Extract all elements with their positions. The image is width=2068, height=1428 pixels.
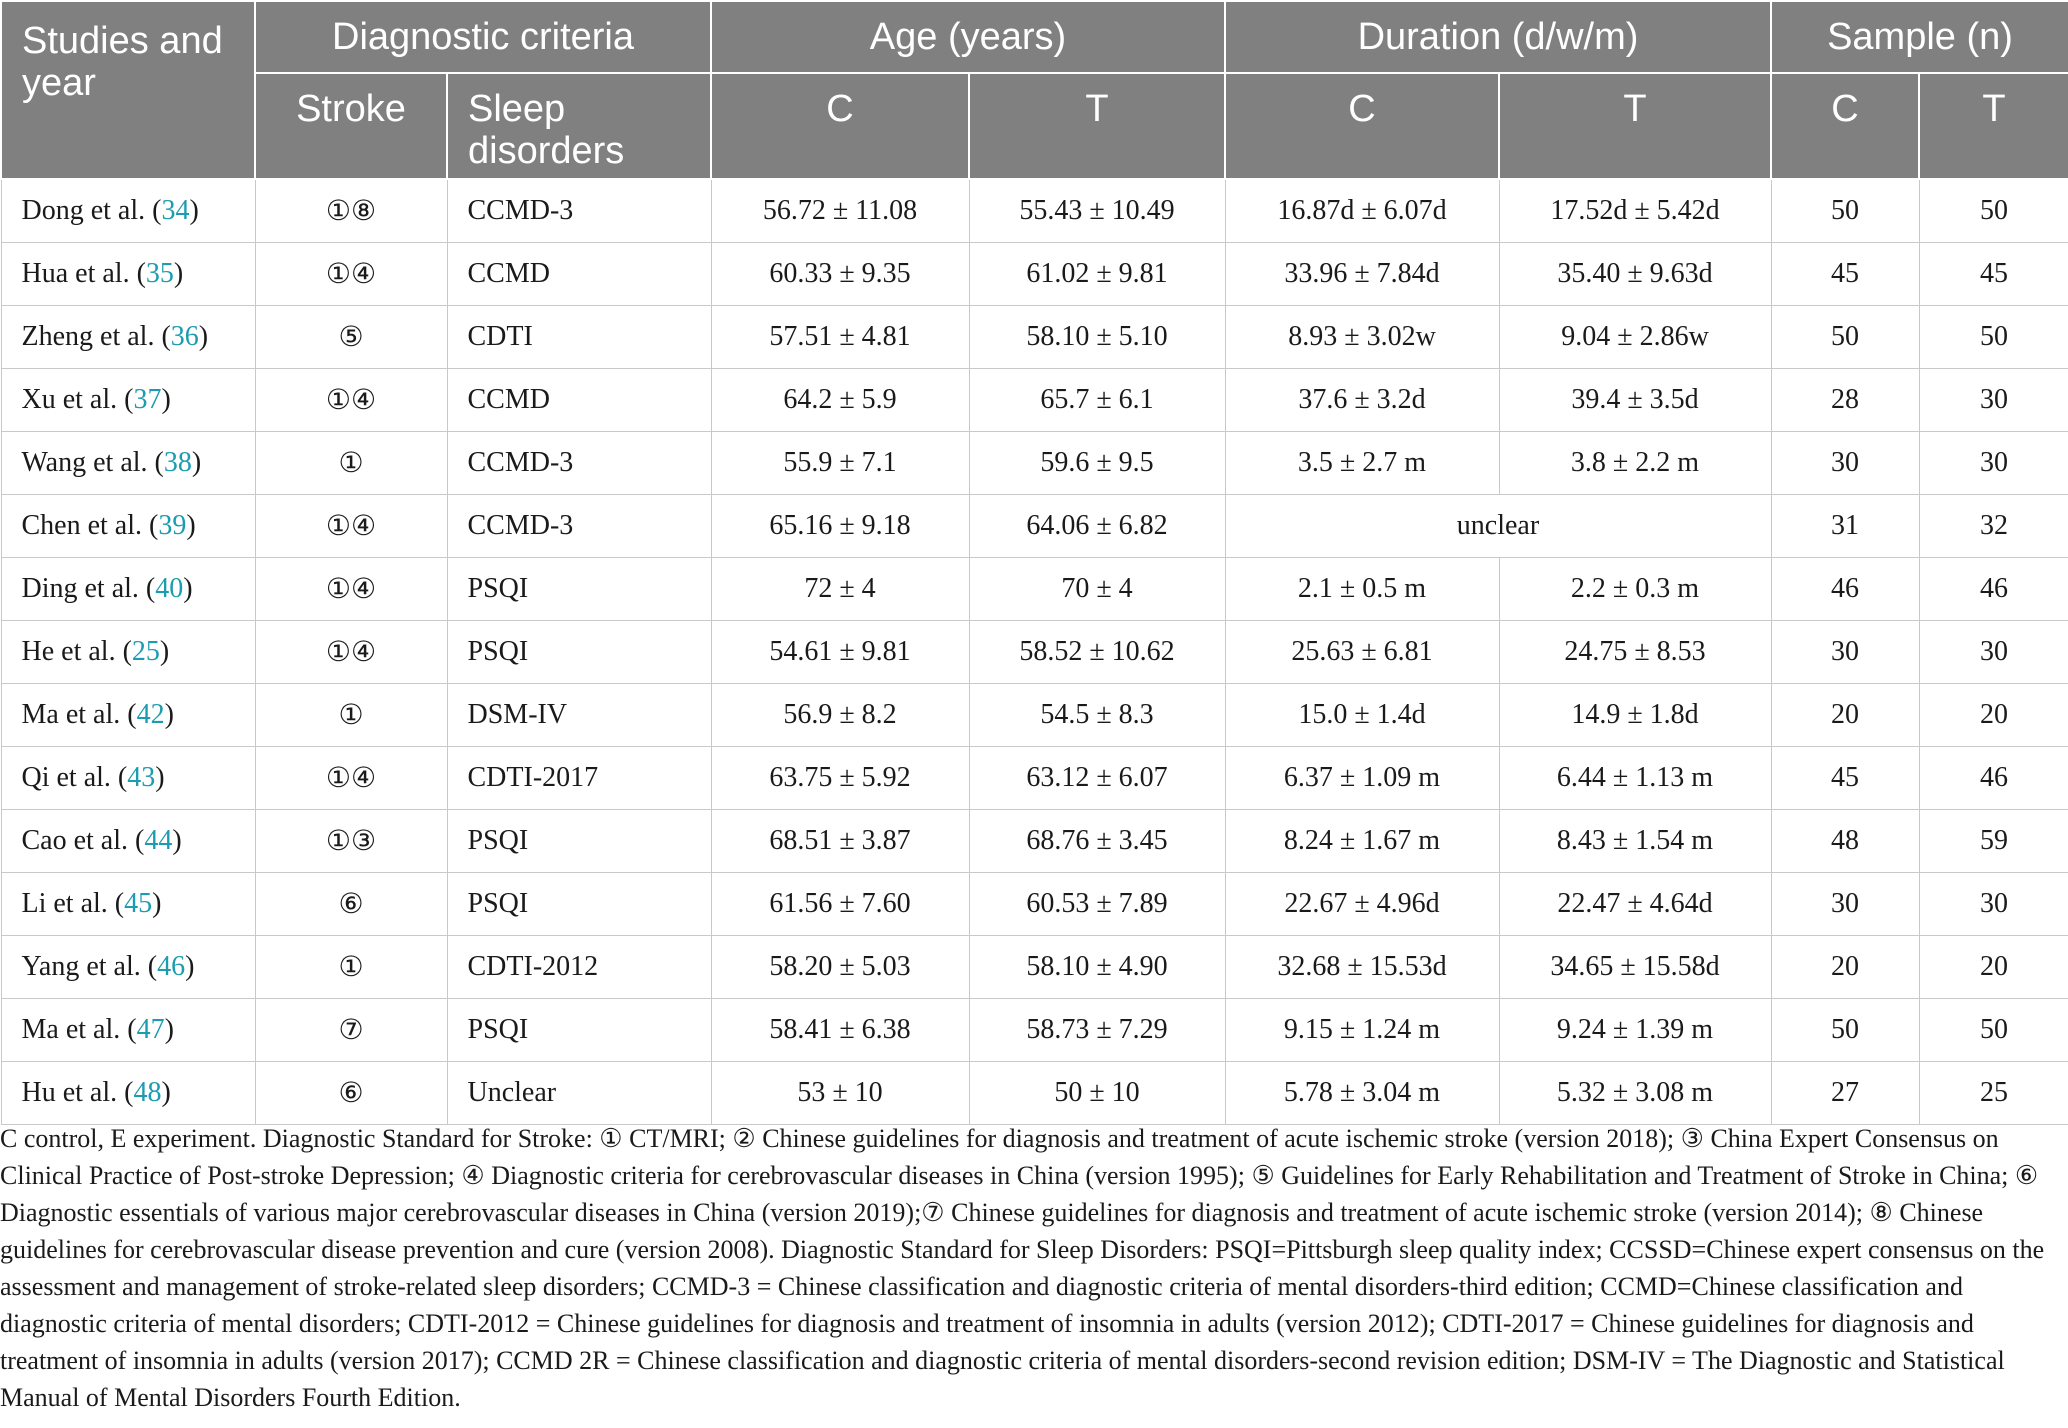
header-diagnostic-criteria: Diagnostic criteria bbox=[255, 1, 711, 73]
study-cell bbox=[1, 243, 255, 306]
duration-t-cell: 3.8 ± 2.2 m bbox=[1499, 432, 1771, 495]
study-author: Wang et al. ( bbox=[21, 447, 164, 478]
duration-c-cell: 22.67 ± 4.96d bbox=[1225, 873, 1499, 936]
sample-t-cell: 25 bbox=[1919, 1062, 2068, 1125]
duration-c-cell: 5.78 ± 3.04 m bbox=[1225, 1062, 1499, 1125]
table-row bbox=[1, 747, 2068, 810]
sample-t-cell: 30 bbox=[1919, 369, 2068, 432]
sleep-criteria-cell: Unclear bbox=[447, 1062, 711, 1125]
duration-c-cell: 25.63 ± 6.81 bbox=[1225, 621, 1499, 684]
study-cell bbox=[1, 684, 255, 747]
citation-close: ) bbox=[185, 951, 195, 982]
sample-c-cell: 28 bbox=[1771, 369, 1919, 432]
study-cell bbox=[1, 999, 255, 1062]
sample-c-cell: 50 bbox=[1771, 999, 1919, 1062]
age-t-cell: 65.7 ± 6.1 bbox=[969, 369, 1225, 432]
sample-c-cell: 48 bbox=[1771, 810, 1919, 873]
stroke-criteria-cell: ①④ bbox=[255, 243, 447, 306]
header-age-t: T bbox=[969, 73, 1225, 179]
citation-close: ) bbox=[189, 195, 199, 226]
age-t-cell: 58.52 ± 10.62 bbox=[969, 621, 1225, 684]
citation-link[interactable]: 40 bbox=[155, 573, 184, 604]
citation-link[interactable]: 25 bbox=[131, 636, 160, 667]
sleep-criteria-cell: CDTI bbox=[447, 306, 711, 369]
sample-t-cell: 30 bbox=[1919, 873, 2068, 936]
citation-link[interactable]: 36 bbox=[170, 321, 199, 352]
age-t-cell: 61.02 ± 9.81 bbox=[969, 243, 1225, 306]
study-author: Chen et al. ( bbox=[21, 510, 159, 541]
citation-close: ) bbox=[198, 321, 209, 352]
header-sample-t: T bbox=[1919, 73, 2068, 179]
stroke-criteria-cell: ⑤ bbox=[255, 306, 447, 369]
sample-c-cell: 31 bbox=[1771, 495, 1919, 558]
duration-c-cell: 33.96 ± 7.84d bbox=[1225, 243, 1499, 306]
citation-link[interactable]: 42 bbox=[136, 699, 165, 730]
citation-close: ) bbox=[164, 699, 174, 730]
duration-c-cell: 6.37 ± 1.09 m bbox=[1225, 747, 1499, 810]
stroke-criteria-cell: ①④ bbox=[255, 558, 447, 621]
duration-t-cell: 35.40 ± 9.63d bbox=[1499, 243, 1771, 306]
duration-t-cell: 24.75 ± 8.53 bbox=[1499, 621, 1771, 684]
study-cell bbox=[1, 810, 255, 873]
sample-c-cell: 50 bbox=[1771, 179, 1919, 243]
sample-t-cell: 50 bbox=[1919, 999, 2068, 1062]
study-author: Ma et al. ( bbox=[21, 1014, 137, 1045]
table-row bbox=[1, 999, 2068, 1062]
age-t-cell: 59.6 ± 9.5 bbox=[969, 432, 1225, 495]
study-cell bbox=[1, 621, 255, 684]
stroke-criteria-cell: ① bbox=[255, 936, 447, 999]
sample-t-cell: 46 bbox=[1919, 747, 2068, 810]
table-row bbox=[1, 369, 2068, 432]
table-body bbox=[1, 179, 2068, 1125]
sleep-criteria-cell: DSM-IV bbox=[447, 684, 711, 747]
sleep-criteria-cell: CCMD bbox=[447, 369, 711, 432]
stroke-criteria-cell: ①④ bbox=[255, 621, 447, 684]
age-t-cell: 63.12 ± 6.07 bbox=[969, 747, 1225, 810]
stroke-criteria-cell: ①④ bbox=[255, 747, 447, 810]
stroke-criteria-cell: ⑦ bbox=[255, 999, 447, 1062]
duration-c-cell: 8.24 ± 1.67 m bbox=[1225, 810, 1499, 873]
table-row bbox=[1, 179, 2068, 243]
sample-t-cell: 30 bbox=[1919, 621, 2068, 684]
citation-close: ) bbox=[155, 762, 165, 793]
sleep-criteria-cell: CCMD-3 bbox=[447, 179, 711, 243]
age-t-cell: 58.10 ± 5.10 bbox=[969, 306, 1225, 369]
duration-t-cell: 9.04 ± 2.86w bbox=[1499, 306, 1771, 369]
sample-t-cell: 50 bbox=[1919, 179, 2068, 243]
table-footnote: C control, E experiment. Diagnostic Standard for Stroke: ① CT/MRI; ② Chinese guidelines for diagnosis and treatment of acute ischemic stroke (version 2018); ③ China Expert Consensus on Clinical Practice of Post-stroke Depression; ④ Diagnostic criteria for cerebrovascular diseases in China (version 1995); ⑤ Guidelines for Early Rehabilitation and Treatment of Stroke in China; ⑥ Diagnostic essentials of various major cerebrovascular diseases in China (version 2019);⑦ Chinese guidelines for diagnosis and treatment of acute ischemic stroke (version 2014); ⑧ Chinese guidelines for cerebrovascular disease prevention and cure (version 2008). Diagnostic Standard for Sleep Disorders: PSQI=Pittsburgh sleep quality index; CCSSD=Chinese expert consensus on the assessment and management of stroke-related sleep disorders; CCMD-3 = Chinese classification and diagnostic criteria of mental disorders-third edition; CCMD=Chinese classification and diagnostic criteria of mental disorders; CDTI-2012 = Chinese guidelines for diagnosis and treatment of insomnia in adults (version 2012); CDTI-2017 = Chinese guidelines for diagnosis and treatment of insomnia in adults (version 2017); CCMD 2R = Chinese classification and diagnostic criteria of mental disorders-second revision edition; DSM-IV = The Diagnostic and Statistical Manual of Mental Disorders Fourth Edition. bbox=[0, 1124, 2045, 1412]
table-row bbox=[1, 306, 2068, 369]
age-c-cell: 65.16 ± 9.18 bbox=[711, 495, 969, 558]
sleep-criteria-cell: PSQI bbox=[447, 810, 711, 873]
age-c-cell: 55.9 ± 7.1 bbox=[711, 432, 969, 495]
sleep-criteria-cell: CCMD bbox=[447, 243, 711, 306]
header-sample-c: C bbox=[1771, 73, 1919, 179]
sample-c-cell: 46 bbox=[1771, 558, 1919, 621]
citation-link[interactable]: 46 bbox=[157, 951, 186, 982]
study-cell bbox=[1, 936, 255, 999]
study-author: He et al. ( bbox=[21, 636, 132, 667]
study-author: Dong et al. ( bbox=[21, 195, 162, 226]
sample-c-cell: 20 bbox=[1771, 936, 1919, 999]
citation-link[interactable]: 45 bbox=[124, 888, 153, 919]
citation-close: ) bbox=[159, 636, 170, 667]
sleep-criteria-cell: PSQI bbox=[447, 873, 711, 936]
duration-t-cell: 14.9 ± 1.8d bbox=[1499, 684, 1771, 747]
citation-link[interactable]: 47 bbox=[136, 1014, 165, 1045]
duration-c-cell: 37.6 ± 3.2d bbox=[1225, 369, 1499, 432]
citation-link[interactable]: 37 bbox=[133, 384, 162, 415]
study-author: Cao et al. ( bbox=[21, 825, 145, 856]
table-row bbox=[1, 432, 2068, 495]
citation-link[interactable]: 35 bbox=[145, 258, 174, 289]
study-author: Zheng et al. ( bbox=[21, 321, 171, 352]
stroke-criteria-cell: ① bbox=[255, 684, 447, 747]
sample-c-cell: 30 bbox=[1771, 873, 1919, 936]
duration-t-cell: 6.44 ± 1.13 m bbox=[1499, 747, 1771, 810]
age-t-cell: 54.5 ± 8.3 bbox=[969, 684, 1225, 747]
age-c-cell: 56.72 ± 11.08 bbox=[711, 179, 969, 243]
sample-t-cell: 32 bbox=[1919, 495, 2068, 558]
duration-merged-cell: unclear bbox=[1225, 495, 1771, 558]
age-c-cell: 72 ± 4 bbox=[711, 558, 969, 621]
table-row bbox=[1, 621, 2068, 684]
sample-c-cell: 45 bbox=[1771, 747, 1919, 810]
study-author: Hua et al. ( bbox=[21, 258, 146, 289]
citation-close: ) bbox=[164, 1014, 174, 1045]
study-cell bbox=[1, 873, 255, 936]
duration-t-cell: 39.4 ± 3.5d bbox=[1499, 369, 1771, 432]
sleep-criteria-cell: CDTI-2012 bbox=[447, 936, 711, 999]
duration-c-cell: 32.68 ± 15.53d bbox=[1225, 936, 1499, 999]
citation-close: ) bbox=[191, 447, 202, 478]
study-cell bbox=[1, 179, 255, 243]
sample-t-cell: 20 bbox=[1919, 936, 2068, 999]
study-cell bbox=[1, 306, 255, 369]
age-c-cell: 68.51 ± 3.87 bbox=[711, 810, 969, 873]
sample-c-cell: 30 bbox=[1771, 432, 1919, 495]
stroke-criteria-cell: ①⑧ bbox=[255, 179, 447, 243]
age-c-cell: 63.75 ± 5.92 bbox=[711, 747, 969, 810]
header-age-c: C bbox=[711, 73, 969, 179]
sleep-criteria-cell: CCMD-3 bbox=[447, 495, 711, 558]
stroke-criteria-cell: ⑥ bbox=[255, 873, 447, 936]
header-age: Age (years) bbox=[711, 1, 1225, 73]
age-c-cell: 56.9 ± 8.2 bbox=[711, 684, 969, 747]
age-c-cell: 58.20 ± 5.03 bbox=[711, 936, 969, 999]
duration-c-cell: 8.93 ± 3.02w bbox=[1225, 306, 1499, 369]
study-cell bbox=[1, 747, 255, 810]
table-row bbox=[1, 873, 2068, 936]
duration-t-cell: 5.32 ± 3.08 m bbox=[1499, 1062, 1771, 1125]
citation-close: ) bbox=[161, 1077, 171, 1108]
age-c-cell: 58.41 ± 6.38 bbox=[711, 999, 969, 1062]
sample-t-cell: 46 bbox=[1919, 558, 2068, 621]
study-cell bbox=[1, 369, 255, 432]
age-t-cell: 60.53 ± 7.89 bbox=[969, 873, 1225, 936]
citation-link[interactable]: 34 bbox=[161, 195, 190, 226]
sample-t-cell: 45 bbox=[1919, 243, 2068, 306]
citation-link[interactable]: 48 bbox=[133, 1077, 162, 1108]
duration-t-cell: 22.47 ± 4.64d bbox=[1499, 873, 1771, 936]
header-duration-c: C bbox=[1225, 73, 1499, 179]
citation-link[interactable]: 43 bbox=[127, 762, 156, 793]
table-row bbox=[1, 684, 2068, 747]
sleep-criteria-cell: CDTI-2017 bbox=[447, 747, 711, 810]
sleep-criteria-cell: PSQI bbox=[447, 999, 711, 1062]
table-row bbox=[1, 495, 2068, 558]
age-t-cell: 58.10 ± 4.90 bbox=[969, 936, 1225, 999]
stroke-criteria-cell: ⑥ bbox=[255, 1062, 447, 1125]
age-t-cell: 50 ± 10 bbox=[969, 1062, 1225, 1125]
study-cell bbox=[1, 558, 255, 621]
sample-c-cell: 50 bbox=[1771, 306, 1919, 369]
duration-c-cell: 9.15 ± 1.24 m bbox=[1225, 999, 1499, 1062]
duration-t-cell: 9.24 ± 1.39 m bbox=[1499, 999, 1771, 1062]
duration-c-cell: 3.5 ± 2.7 m bbox=[1225, 432, 1499, 495]
age-t-cell: 55.43 ± 10.49 bbox=[969, 179, 1225, 243]
table-row bbox=[1, 810, 2068, 873]
table-row bbox=[1, 936, 2068, 999]
sample-c-cell: 27 bbox=[1771, 1062, 1919, 1125]
duration-c-cell: 16.87d ± 6.07d bbox=[1225, 179, 1499, 243]
stroke-criteria-cell: ①④ bbox=[255, 495, 447, 558]
sample-t-cell: 50 bbox=[1919, 306, 2068, 369]
stroke-criteria-cell: ①④ bbox=[255, 369, 447, 432]
age-c-cell: 64.2 ± 5.9 bbox=[711, 369, 969, 432]
age-c-cell: 60.33 ± 9.35 bbox=[711, 243, 969, 306]
citation-link[interactable]: 38 bbox=[163, 447, 192, 478]
citation-close: ) bbox=[173, 258, 184, 289]
header-duration-t: T bbox=[1499, 73, 1771, 179]
sample-c-cell: 20 bbox=[1771, 684, 1919, 747]
age-t-cell: 64.06 ± 6.82 bbox=[969, 495, 1225, 558]
header-sample: Sample (n) bbox=[1771, 1, 2068, 73]
age-t-cell: 68.76 ± 3.45 bbox=[969, 810, 1225, 873]
sleep-criteria-cell: CCMD-3 bbox=[447, 432, 711, 495]
study-cell bbox=[1, 495, 255, 558]
age-c-cell: 57.51 ± 4.81 bbox=[711, 306, 969, 369]
study-author: Ding et al. ( bbox=[21, 573, 156, 604]
age-c-cell: 53 ± 10 bbox=[711, 1062, 969, 1125]
study-author: Yang et al. ( bbox=[21, 951, 158, 982]
table-row bbox=[1, 1062, 2068, 1125]
citation-close: ) bbox=[152, 888, 162, 919]
study-cell bbox=[1, 432, 255, 495]
sample-c-cell: 45 bbox=[1771, 243, 1919, 306]
age-t-cell: 70 ± 4 bbox=[969, 558, 1225, 621]
sample-t-cell: 30 bbox=[1919, 432, 2068, 495]
study-author: Ma et al. ( bbox=[21, 699, 137, 730]
sleep-criteria-cell: PSQI bbox=[447, 558, 711, 621]
sleep-criteria-cell: PSQI bbox=[447, 621, 711, 684]
table-row bbox=[1, 558, 2068, 621]
citation-link[interactable]: 44 bbox=[144, 825, 173, 856]
citation-close: ) bbox=[186, 510, 196, 541]
table-row bbox=[1, 243, 2068, 306]
duration-t-cell: 17.52d ± 5.42d bbox=[1499, 179, 1771, 243]
sample-c-cell: 30 bbox=[1771, 621, 1919, 684]
duration-t-cell: 2.2 ± 0.3 m bbox=[1499, 558, 1771, 621]
study-author: Hu et al. ( bbox=[21, 1077, 134, 1108]
citation-close: ) bbox=[172, 825, 182, 856]
duration-c-cell: 2.1 ± 0.5 m bbox=[1225, 558, 1499, 621]
age-c-cell: 61.56 ± 7.60 bbox=[711, 873, 969, 936]
stroke-criteria-cell: ① bbox=[255, 432, 447, 495]
stroke-criteria-cell: ①③ bbox=[255, 810, 447, 873]
study-author: Xu et al. ( bbox=[21, 384, 134, 415]
sample-t-cell: 59 bbox=[1919, 810, 2068, 873]
header-stroke: Stroke bbox=[255, 73, 447, 179]
study-author: Li et al. ( bbox=[21, 888, 125, 919]
study-cell bbox=[1, 1062, 255, 1125]
age-c-cell: 54.61 ± 9.81 bbox=[711, 621, 969, 684]
header-duration: Duration (d/w/m) bbox=[1225, 1, 1771, 73]
citation-close: ) bbox=[161, 384, 171, 415]
duration-t-cell: 34.65 ± 15.58d bbox=[1499, 936, 1771, 999]
citation-close: ) bbox=[183, 573, 193, 604]
duration-c-cell: 15.0 ± 1.4d bbox=[1225, 684, 1499, 747]
sample-t-cell: 20 bbox=[1919, 684, 2068, 747]
citation-link[interactable]: 39 bbox=[158, 510, 187, 541]
age-t-cell: 58.73 ± 7.29 bbox=[969, 999, 1225, 1062]
header-sleep-disorders: Sleep disorders bbox=[447, 73, 711, 179]
duration-t-cell: 8.43 ± 1.54 m bbox=[1499, 810, 1771, 873]
header-studies-and-year: Studies and year bbox=[1, 1, 255, 179]
study-author: Qi et al. ( bbox=[21, 762, 128, 793]
